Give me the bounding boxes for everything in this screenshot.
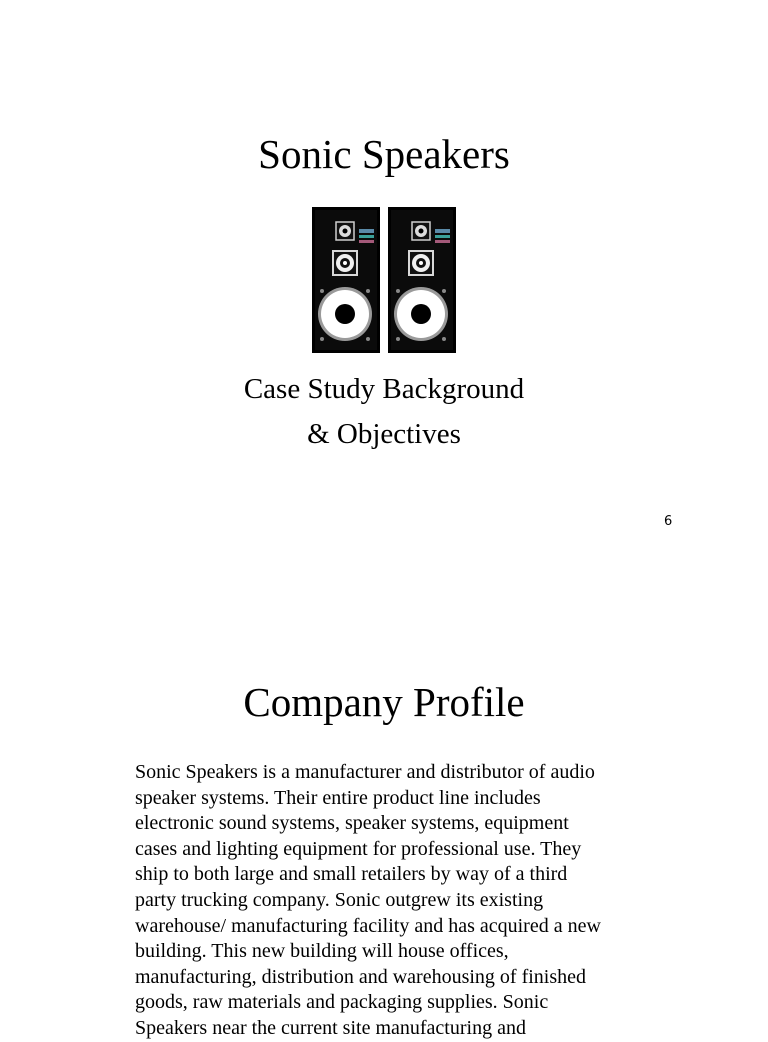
paragraph-line: goods, raw materials and packaging supplies. Sonic <box>135 991 549 1014</box>
paragraph-line: party trucking company. Sonic outgrew its existing <box>135 888 544 911</box>
paragraph-line: ship to both large and small retailers by way of a third <box>135 863 568 886</box>
paragraph-line: building. This new building will house offices, <box>135 940 509 963</box>
slide-subtitle-line-2: & Objectives <box>307 418 461 450</box>
slide-title: Sonic Speakers <box>258 131 510 177</box>
stereo-speakers-icon <box>312 207 456 353</box>
paragraph-line: cases and lighting equipment for professional use. They <box>135 837 582 860</box>
paragraph-line: electronic sound systems, speaker systems, equipment <box>135 812 569 835</box>
paragraph-line: Sonic Speakers is a manufacturer and distributor of audio <box>135 761 595 783</box>
slide-subtitle-line-1: Case Study Background <box>243 373 525 405</box>
paragraph-line: Speakers near the current site manufacturing and <box>135 1016 526 1039</box>
slide-title: Company Profile <box>243 679 525 725</box>
page-number: 6 <box>664 514 673 529</box>
paragraph-line: speaker systems. Their entire product line includes <box>135 786 541 809</box>
company-profile-paragraph <box>135 760 645 1042</box>
paragraph-line: warehouse/ manufacturing facility and has acquired a new <box>135 914 601 937</box>
paragraph-line: manufacturing, distribution and warehousing of finished <box>135 965 587 988</box>
slide-page-2 <box>0 580 768 1039</box>
